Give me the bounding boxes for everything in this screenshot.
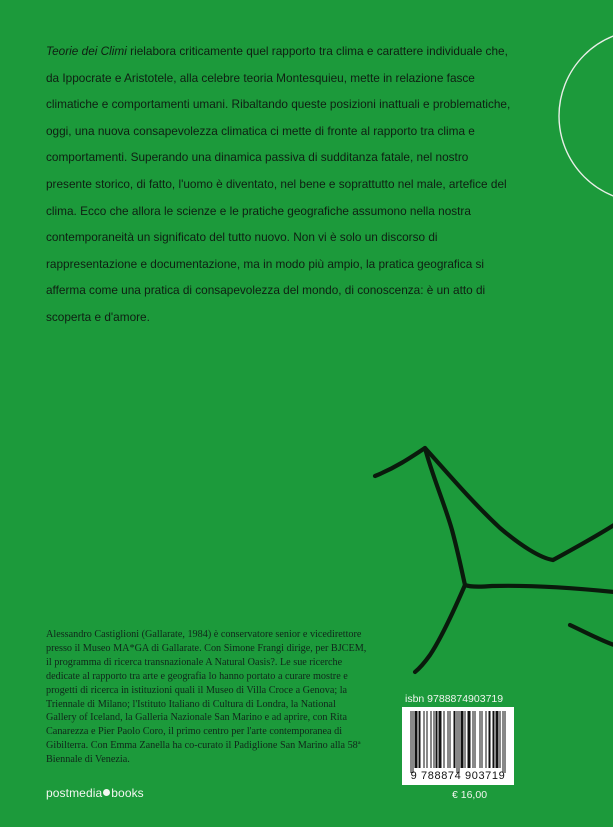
barcode-bar (419, 711, 420, 768)
barcode-bar (441, 711, 442, 768)
circle-outline-icon (559, 30, 613, 202)
barcode-bar (496, 711, 497, 768)
barcode-bar (420, 711, 421, 768)
barcode-bar (417, 711, 418, 768)
barcode-bar (436, 711, 437, 768)
author-bio: Alessandro Castiglioni (Gallarate, 1984) è conservatore senior e vicedirettore presso il Museo MA*GA di Gallarate. Con Simone Frangi dirige, per BJCEM, il programma di ricerca transnazionale A Natural Oasis?. Le sue ricerche dedicate al rapporto tra arte e geografia lo hanno portato a curare mostre e progetti di ricerca in istituzioni quali il Museo di Villa Croce a Genova; la Triennale di Milano; l'Istituto Italiano di Cultura di Londra, la National Gallery of Iceland, la Galleria Nazionale San Marino e ad aprire, con Rita Canarezza e Pier Paolo Coro, il primo centro per l'arte contemporanea di Gibilterra. Con Emma Zanella ha co-curato il Padiglione San Marino alla 58ª Biennale di Venezia. (46, 629, 367, 766)
barcode-bar (490, 711, 491, 768)
barcode-bar (468, 711, 469, 768)
barcode-bar (444, 711, 445, 768)
barcode-bar (450, 711, 451, 768)
barcode-bar (454, 711, 455, 768)
barcode-bar (413, 711, 414, 773)
barcode-bar (457, 711, 458, 773)
barcode-bar (411, 711, 412, 773)
barcode-bar (439, 711, 440, 768)
back-cover-blurb (46, 38, 516, 331)
barcode-bar (500, 711, 501, 768)
barcode-bar (498, 711, 499, 768)
barcode-bar (503, 711, 504, 773)
barcode-bar (437, 711, 438, 768)
barcode-bar (440, 711, 441, 768)
barcode-bar (482, 711, 483, 768)
publisher-name-part1: postmedia (46, 786, 103, 800)
publisher-dot-icon (103, 789, 110, 796)
barcode-bar (505, 711, 506, 773)
barcode-bar (497, 711, 498, 768)
isbn-label: isbn 9788874903719 (405, 693, 504, 705)
barcode-bar (415, 711, 416, 768)
barcode-bar (448, 711, 449, 768)
barcode-bar (461, 711, 462, 768)
barcode-bar (431, 711, 432, 768)
barcode-bar (469, 711, 470, 768)
blurb-text: rielabora criticamente quel rapporto tra clima e carattere individuale che, da Ippocrate e Aristotele, alla celebre teoria Montesquieu, mette in relazione fasce climatiche e comportamenti umani. Ribaltando queste posizioni inattuali e problematiche, oggi, una nuova consapevolezza climatica ci mette di fronte al rapporto tra clima e comportamenti. Superando una dinamica passiva di sudditanza fatale, nel nostro presente storico, di fatto, l'uomo è diventato, nel bene e soprattutto nel male, artefice del clima. Ecco che allora le scienze e le pratiche geografiche assumono nella nostra contemporaneità un significato del tutto nuovo. Non vi è solo un discorso di rappresentazione e documentazione, ma in modo più ampio, la pratica geografica si afferma come una pratica di consapevolezza del mondo, di conoscenza: è un atto di scoperta e d'amore. (46, 44, 511, 324)
publisher-name-part2: books (111, 786, 144, 800)
barcode-bar (489, 711, 490, 768)
price: € 16,00 (452, 789, 488, 801)
barcode-bar (465, 711, 466, 768)
barcode-bar (475, 711, 476, 768)
barcode-bar (416, 711, 417, 768)
barcode-bar (462, 711, 463, 768)
barcode-bar (470, 711, 471, 768)
barcode-bar (434, 711, 435, 768)
publisher-logo (46, 786, 144, 800)
barcode-bar (473, 711, 474, 768)
barcode (402, 707, 514, 785)
barcode-bar (494, 711, 495, 768)
barcode-bar (455, 711, 456, 768)
barcode-digits: 9 788874 903719 (410, 770, 506, 782)
book-title: Teorie dei Climi (46, 44, 127, 58)
barcode-bar (424, 711, 425, 768)
barcode-bar (427, 711, 428, 768)
barcode-bar (480, 711, 481, 768)
barcode-bar (463, 711, 464, 768)
arrow-drawing-icon (375, 448, 613, 672)
barcode-bar (459, 711, 460, 773)
barcode-bar (486, 711, 487, 768)
barcode-bar (493, 711, 494, 768)
